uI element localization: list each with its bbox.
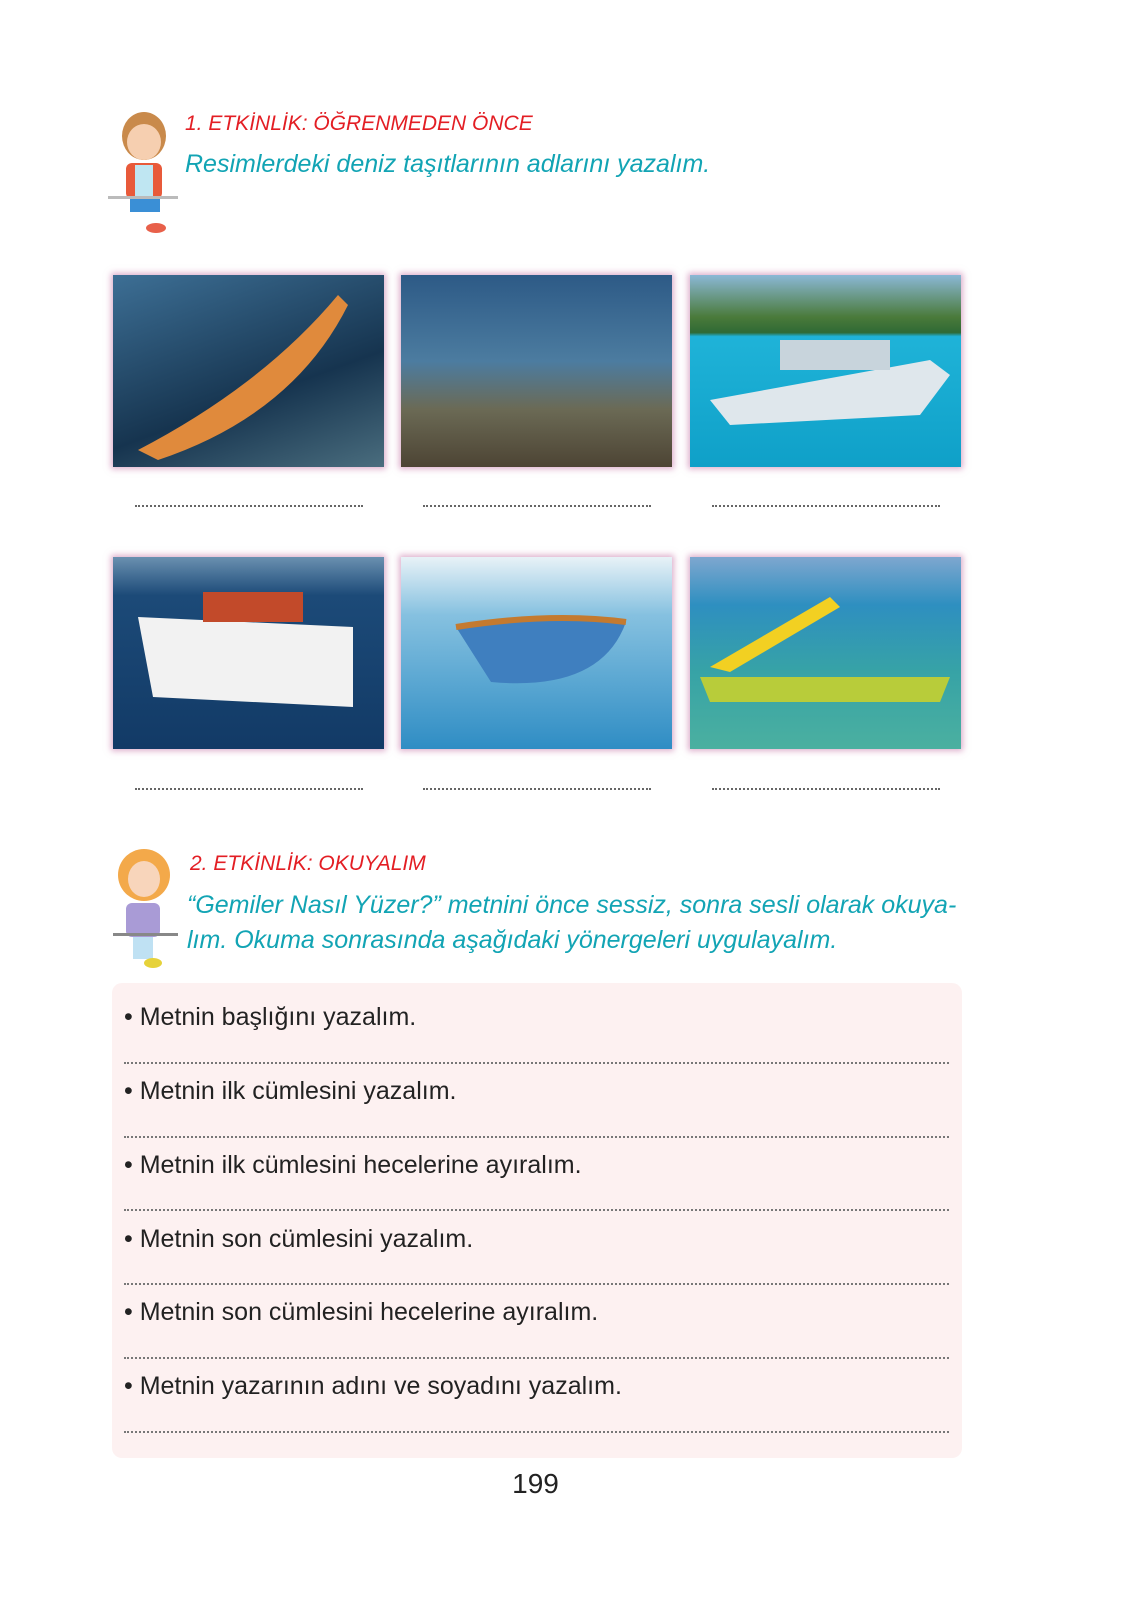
- answer-line[interactable]: [124, 1062, 949, 1064]
- activity2-instruction-line2: lım. Okuma sonrasında aşağıdaki yönergeleri uygulayalım.: [187, 926, 838, 954]
- activity2-instruction-line1: “Gemiler Nasıl Yüzer?” metnini önce sessiz, sonra sesli olarak okuya-: [187, 891, 957, 919]
- answer-line[interactable]: [712, 505, 940, 507]
- pedal-boat-image: [690, 557, 961, 749]
- instruction-item: • Metnin son cümlesini yazalım.: [124, 1225, 474, 1253]
- instruction-item: • Metnin başlığını yazalım.: [124, 1003, 417, 1031]
- answer-line[interactable]: [124, 1357, 949, 1359]
- yacht-image: [690, 275, 961, 467]
- activity2-heading: 2. ETKİNLİK: OKUYALIM: [190, 852, 426, 875]
- instruction-item: • Metnin yazarının adını ve soyadını yazalım.: [124, 1372, 622, 1400]
- answer-line[interactable]: [135, 788, 363, 790]
- instruction-item: • Metnin ilk cümlesini yazalım.: [124, 1077, 457, 1105]
- page-number: 199: [512, 1468, 559, 1499]
- raft-image: [401, 275, 672, 467]
- answer-line[interactable]: [135, 505, 363, 507]
- activity1-instruction: Resimlerdeki deniz taşıtlarının adlarını yazalım.: [185, 150, 711, 178]
- boy-illustration: [108, 108, 180, 236]
- answer-line[interactable]: [712, 788, 940, 790]
- ferry-image: [113, 557, 384, 749]
- rowboat-image: [401, 557, 672, 749]
- answer-line[interactable]: [423, 505, 651, 507]
- answer-line[interactable]: [124, 1136, 949, 1138]
- instructions-box: [112, 983, 962, 1458]
- canoe-image: [113, 275, 384, 467]
- answer-line[interactable]: [124, 1209, 949, 1211]
- girl-illustration: [108, 845, 183, 973]
- answer-line[interactable]: [124, 1283, 949, 1285]
- activity1-heading: 1. ETKİNLİK: ÖĞRENMEDEN ÖNCE: [185, 112, 533, 135]
- instruction-item: • Metnin son cümlesini hecelerine ayıralım.: [124, 1298, 599, 1326]
- answer-line[interactable]: [423, 788, 651, 790]
- answer-line[interactable]: [124, 1431, 949, 1433]
- instruction-item: • Metnin ilk cümlesini hecelerine ayıralım.: [124, 1151, 582, 1179]
